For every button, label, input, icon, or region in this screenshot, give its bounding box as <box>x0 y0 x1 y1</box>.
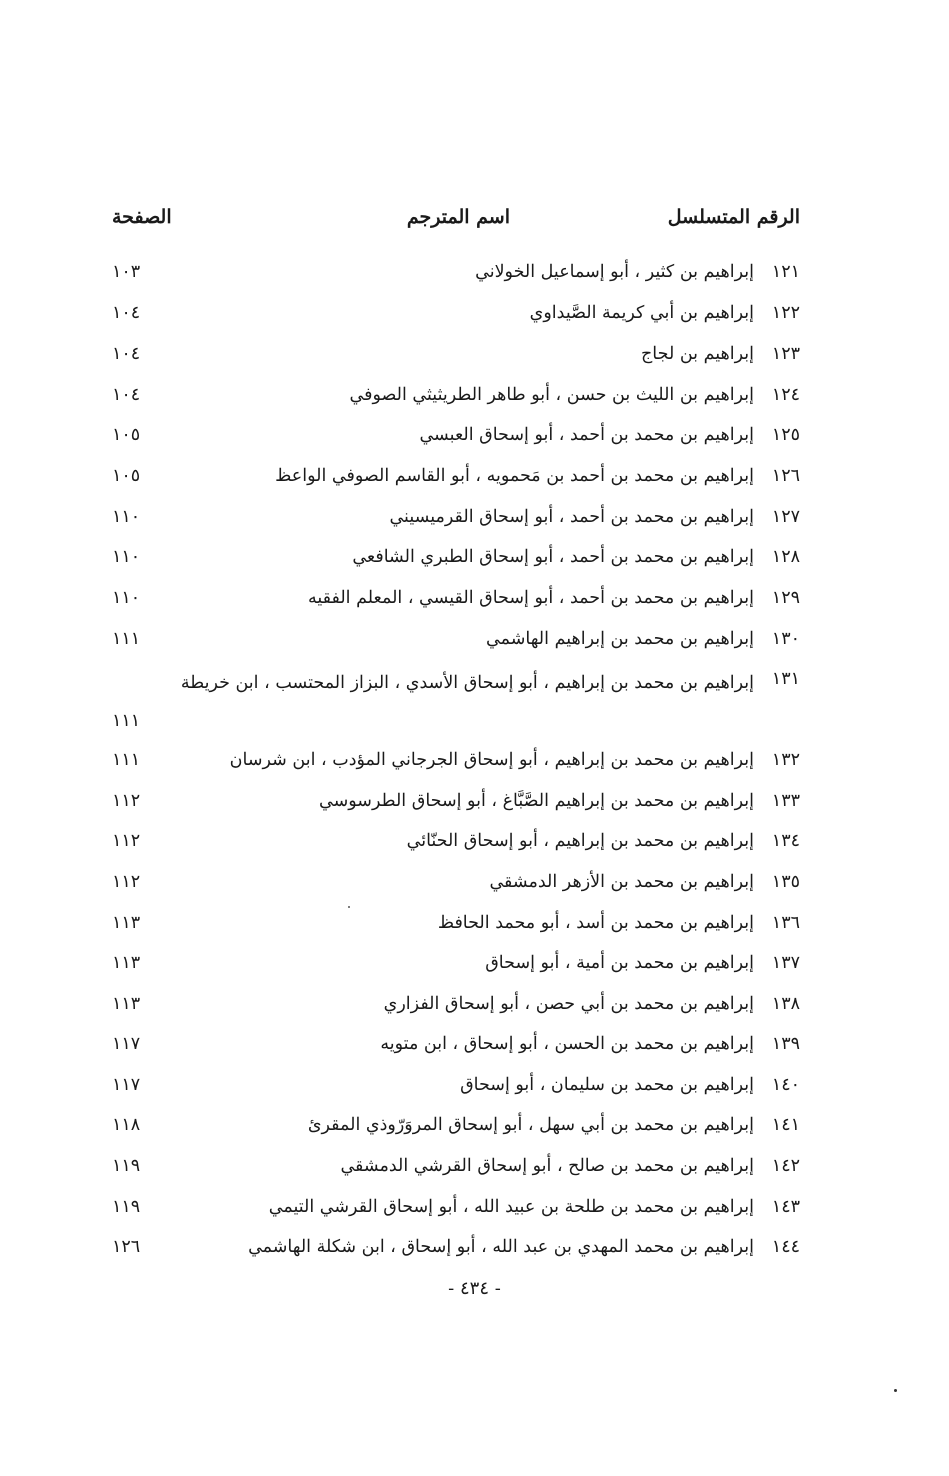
entry-name: إبراهيم بن محمد بن الحسن ، أبو إسحاق ، ابن متويه <box>380 1034 754 1054</box>
entry-name: إبراهيم بن أبي كريمة الصَّيداوي <box>529 303 754 323</box>
entry-name: إبراهيم بن كثير ، أبو إسماعيل الخولاني <box>475 262 754 282</box>
entry-name: إبراهيم بن محمد بن أحمد ، أبو إسحاق القيسي ، المعلم الفقيه <box>307 588 754 608</box>
entry-number: ١٣٢ <box>771 750 800 770</box>
table-row <box>112 298 800 328</box>
table-row <box>112 1110 800 1140</box>
entry-name: إبراهيم بن محمد بن إبراهيم الهاشمي <box>486 629 754 649</box>
entry-page: ١١٣ <box>112 994 141 1014</box>
entry-number: ١٢٩ <box>771 588 800 608</box>
entry-page: ١١٠ <box>112 588 141 608</box>
entry-name: إبراهيم بن محمد بن الأزهر الدمشقي <box>489 872 754 892</box>
table-row <box>112 502 800 532</box>
entry-name: إبراهيم بن محمد بن إبراهيم الصَّبَّاغ ، أبو إسحاق الطرسوسي <box>319 791 754 811</box>
entry-page: ١١٠ <box>112 507 141 527</box>
entry-number: ١٣٧ <box>771 953 800 973</box>
entry-number: ١٢٧ <box>771 507 800 527</box>
entry-page: ١١٠ <box>112 547 141 567</box>
entry-number: ١٣٤ <box>771 831 800 851</box>
entry-number: ١٢٥ <box>771 425 800 445</box>
table-row <box>112 624 800 654</box>
entry-page: ١١٣ <box>112 953 141 973</box>
entry-number: ١٤٤ <box>771 1237 800 1257</box>
table-row <box>112 1232 800 1262</box>
entry-number: ١٢٢ <box>771 303 800 323</box>
entry-page: ١١٩ <box>112 1156 141 1176</box>
entry-name: إبراهيم بن محمد بن إبراهيم ، أبو إسحاق الحنّائي <box>406 831 754 851</box>
entry-number: ١٤١ <box>771 1115 800 1135</box>
entry-number: ١٣٥ <box>771 872 800 892</box>
entry-page: ١٠٥ <box>112 425 141 445</box>
table-header <box>112 206 800 242</box>
entry-page: ١١٢ <box>112 831 141 851</box>
entry-number: ١٤٣ <box>771 1197 800 1217</box>
entry-page: ١١١ <box>112 750 141 770</box>
entry-number: ١٣٩ <box>771 1034 800 1054</box>
table-row <box>112 380 800 410</box>
entry-number: ١٤٠ <box>771 1075 800 1095</box>
page-folio-number: - ٤٣٤ - <box>448 1278 501 1299</box>
entry-page: ١٠٣ <box>112 262 141 282</box>
entry-name: إبراهيم بن محمد بن سليمان ، أبو إسحاق <box>460 1075 754 1095</box>
entry-page: ١١٩ <box>112 1197 141 1217</box>
table-row <box>112 989 800 1019</box>
entry-name: إبراهيم بن محمد بن أمية ، أبو إسحاق <box>485 953 754 973</box>
entry-number: ١٢١ <box>771 262 800 282</box>
entry-page: ١٠٤ <box>112 344 141 364</box>
table-row <box>112 1151 800 1181</box>
entry-number: ١٢٨ <box>771 547 800 567</box>
entry-page: ١٠٤ <box>112 385 141 405</box>
table-row <box>112 339 800 369</box>
entry-number: ١٣٨ <box>771 994 800 1014</box>
table-row <box>112 826 800 856</box>
table-row <box>112 583 800 613</box>
scan-speck <box>348 906 350 908</box>
entry-name: إبراهيم بن محمد بن طلحة بن عبيد الله ، أبو إسحاق القرشي التيمي <box>268 1197 754 1217</box>
table-row <box>112 420 800 450</box>
entry-page: ١١٢ <box>112 872 141 892</box>
scan-speck <box>894 1389 897 1392</box>
page-number-header: الصفحة <box>112 206 172 228</box>
table-row <box>112 542 800 572</box>
entry-name: إبراهيم بن محمد بن أحمد بن مَحمويه ، أبو القاسم الصوفي الواعظ <box>275 466 754 486</box>
entry-number: ١٣١ <box>771 669 800 689</box>
entry-number: ١٢٣ <box>771 344 800 364</box>
entry-page: ١١٧ <box>112 1034 141 1054</box>
entry-name: إبراهيم بن محمد بن أحمد ، أبو إسحاق الطبري الشافعي <box>352 547 754 567</box>
entry-number: ١٤٢ <box>771 1156 800 1176</box>
entry-name: إبراهيم بن محمد بن صالح ، أبو إسحاق القرشي الدمشقي <box>340 1156 754 1176</box>
entry-name: إبراهيم بن محمد بن أسد ، أبو محمد الحافظ <box>437 913 754 933</box>
entry-page: ١١٧ <box>112 1075 141 1095</box>
entry-number: ١٢٤ <box>771 385 800 405</box>
table-row <box>112 867 800 897</box>
entry-name: إبراهيم بن لجاج <box>641 344 754 364</box>
entry-page: ١٢٦ <box>112 1237 141 1257</box>
entry-name: إبراهيم بن الليث بن حسن ، أبو طاهر الطريثيثي الصوفي <box>349 385 754 405</box>
table-row <box>112 1192 800 1222</box>
table-row <box>112 745 800 775</box>
table-row <box>112 461 800 491</box>
entry-name: إبراهيم بن محمد المهدي بن عبد الله ، أبو إسحاق ، ابن شكلة الهاشمي <box>248 1237 754 1257</box>
entry-name: إبراهيم بن محمد بن أحمد ، أبو إسحاق القرميسيني <box>389 507 754 527</box>
table-row <box>112 786 800 816</box>
entry-name: إبراهيم بن محمد بن أبي سهل ، أبو إسحاق المروَرّوذي المقرئ <box>307 1115 754 1135</box>
table-row <box>112 1070 800 1100</box>
entry-page: ١١٣ <box>112 913 141 933</box>
entry-name: إبراهيم بن محمد بن أحمد ، أبو إسحاق العبسي <box>419 425 754 445</box>
table-row <box>112 948 800 978</box>
table-row <box>112 908 800 938</box>
entry-page: ١١٨ <box>112 1115 141 1135</box>
serial-number-header: الرقم المتسلسل <box>667 206 800 228</box>
table-row <box>112 257 800 287</box>
entry-page: ١١١ <box>112 629 141 649</box>
entry-number: ١٣٣ <box>771 791 800 811</box>
entry-page: ١١١ <box>112 711 141 731</box>
entry-number: ١٣٠ <box>771 629 800 649</box>
entry-page: ١٠٤ <box>112 303 141 323</box>
entry-name: إبراهيم بن محمد بن إبراهيم ، أبو إسحاق الجرجاني المؤدب ، ابن شرسان <box>229 750 754 770</box>
table-row <box>112 1029 800 1059</box>
entry-page: ١٠٥ <box>112 466 141 486</box>
entry-name: إبراهيم بن محمد بن إبراهيم ، أبو إسحاق الأسدي ، البزاز المحتسب ، ابن خريطة <box>180 673 754 693</box>
entry-number: ١٣٦ <box>771 913 800 933</box>
table-row <box>112 664 800 736</box>
translated-name-header: اسم المترجم <box>406 206 510 228</box>
entry-page: ١١٢ <box>112 791 141 811</box>
entry-number: ١٢٦ <box>771 466 800 486</box>
entry-name: إبراهيم بن محمد بن أبي حصن ، أبو إسحاق الفزاري <box>383 994 754 1014</box>
